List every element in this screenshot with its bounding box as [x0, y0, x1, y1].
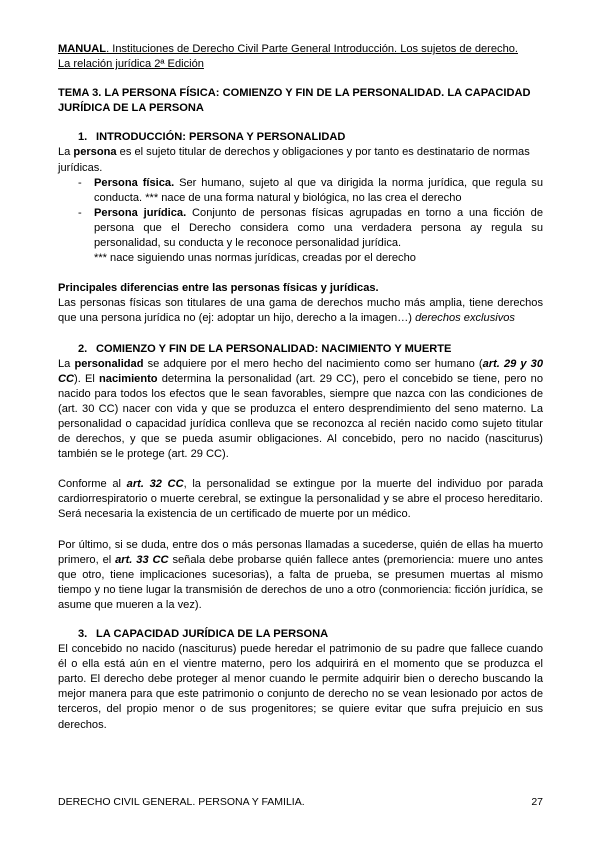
differences-heading: Principales diferencias entre las personas físicas y jurídicas. — [58, 282, 379, 295]
differences-paragraph — [58, 296, 543, 326]
differences-text: Las personas físicas son titulares de una gama de derechos mucho más amplia, tiene derechos que una persona jurídica no (ej: adoptar un hijo, derecho a la imagen…) — [58, 297, 543, 325]
s2p1-articles: art. 29 y 30 CC — [58, 357, 544, 385]
section1-heading — [58, 130, 543, 145]
person-types-list — [58, 176, 543, 251]
s2p1-e: ). El — [74, 372, 100, 385]
document-page — [58, 42, 543, 733]
section1-intro — [58, 145, 543, 175]
s2p3-article: art. 33 CC — [115, 553, 169, 566]
page-footer — [58, 795, 543, 810]
header-brand: MANUAL — [58, 43, 107, 55]
section1-title: INTRODUCCIÓN: PERSONA Y PERSONALIDAD — [96, 131, 346, 144]
section3-title: LA CAPACIDAD JURÍDICA DE LA PERSONA — [96, 628, 329, 640]
item2-term: Persona jurídica. — [94, 206, 187, 219]
section2-paragraph3 — [58, 538, 543, 613]
s2p2-a: Conforme al — [58, 478, 127, 491]
intro-pre: La — [58, 146, 74, 159]
footer-text: DERECHO CIVIL GENERAL. PERSONA Y FAMILIA. — [58, 796, 305, 808]
section3-number: 3. — [78, 628, 88, 640]
list-item-persona-juridica — [58, 206, 543, 251]
section2-paragraph1 — [58, 357, 543, 463]
intro-post: es el sujeto titular de derechos y obligaciones y por tanto es destinatario de normas jurídicas. — [58, 146, 530, 174]
section2-number: 2. — [78, 342, 88, 355]
intro-term: persona — [73, 146, 117, 159]
s2p1-c: se adquiere por el mero hecho del nacimiento como ser humano ( — [143, 357, 483, 370]
section2-heading — [58, 342, 543, 357]
s2p1-nacimiento: nacimiento — [99, 372, 158, 385]
s2p2-c: , la personalidad se extingue por la muerte del individuo por parada cardiorrespiratorio o muerte cerebral, se extingue la personalidad y se abre el proceso hereditario. Será necesaria la existencia de un certificado de muerte por un médico. — [58, 478, 544, 521]
section1-number: 1. — [78, 131, 88, 144]
s2p3-a: Por último, si se duda, entre dos o más personas llamadas a sucederse, quién de ellas ha muerto primero, el — [58, 538, 543, 566]
item2-text: Conjunto de personas físicas agrupadas en torno a una ficción de persona que el Derecho considera como una verdadera persona ay regula su personalidad, su conducta y le reconoce personalidad jurídica. — [94, 206, 543, 250]
s2p1-a: La — [58, 357, 75, 370]
section3-heading — [58, 627, 543, 642]
book-header — [58, 42, 543, 72]
section2-paragraph2 — [58, 477, 543, 522]
item2-note: *** nace siguiendo unas normas jurídicas, creadas por el derecho — [94, 252, 416, 265]
header-line1: . Instituciones de Derecho Civil Parte General Introducción. Los sujetos de derecho. — [106, 43, 519, 55]
item1-term: Persona física. — [94, 176, 175, 189]
differences-italic: derechos exclusivos — [415, 312, 515, 325]
section2-title: COMIENZO Y FIN DE LA PERSONALIDAD: NACIMIENTO Y MUERTE — [96, 342, 452, 355]
s2p3-c: señala debe probarse quién fallece antes (premoriencia: muere uno antes que otro, tiene implicaciones sucesorias), a falta de prueba, se presumen muertas al mismo tiempo y no tiene lugar la transmisión de derechos de uno a otro (conmoriencia: ficción jurídica, se asume que mueren a la vez). — [58, 553, 543, 611]
topic-title: TEMA 3. LA PERSONA FÍSICA: COMIENZO Y FIN DE LA PERSONALIDAD. LA CAPACIDAD JURÍDICA DE LA PERSONA — [58, 87, 531, 115]
s2p2-article: art. 32 CC — [126, 478, 184, 491]
page-number: 27 — [531, 796, 543, 808]
header-line2: La relación jurídica 2ª Edición — [58, 58, 204, 71]
s2p1-personalidad: personalidad — [74, 357, 144, 370]
list-item-persona-fisica — [58, 176, 543, 206]
section3-paragraph: El concebido no nacido (nasciturus) puede heredar el patrimonio de su padre que fallece cuando él o ella está aún en el vientre materno, pero los adquirirá en el momento que se produzca el parto. El derecho debe proteger al menor cuando le permite adquirir bien o derecho buscando la mejor manera para que este patrimonio o conjunto de derecho no se vean lesionado por actos de terceros, del propio menor o de sus progenitores; se quiere evitar que sufra prejuicio en sus derechos. — [58, 643, 543, 731]
item1-text: Ser humano, sujeto al que va dirigida la norma jurídica, que regula su conducta. *** nace de una forma natural y biológica, no las crea el derecho — [94, 176, 543, 204]
s2p1-g: determina la personalidad (art. 29 CC), pero el concebido se tiene, pero no nacido para todos los efectos que le sean favorables, siempre que nazca con las condiciones de (art. 30 CC) nacer con vida y que se produzca el entero desprendimiento del seno materno. La personalidad o capacidad jurídica conlleva que se reconozca al recién nacido como sujeto titular de derechos, y que se pueda asumir obligaciones. Al concebido, pero no nacido (nasciturus) también se le protege (art. 29 CC). — [58, 372, 543, 461]
